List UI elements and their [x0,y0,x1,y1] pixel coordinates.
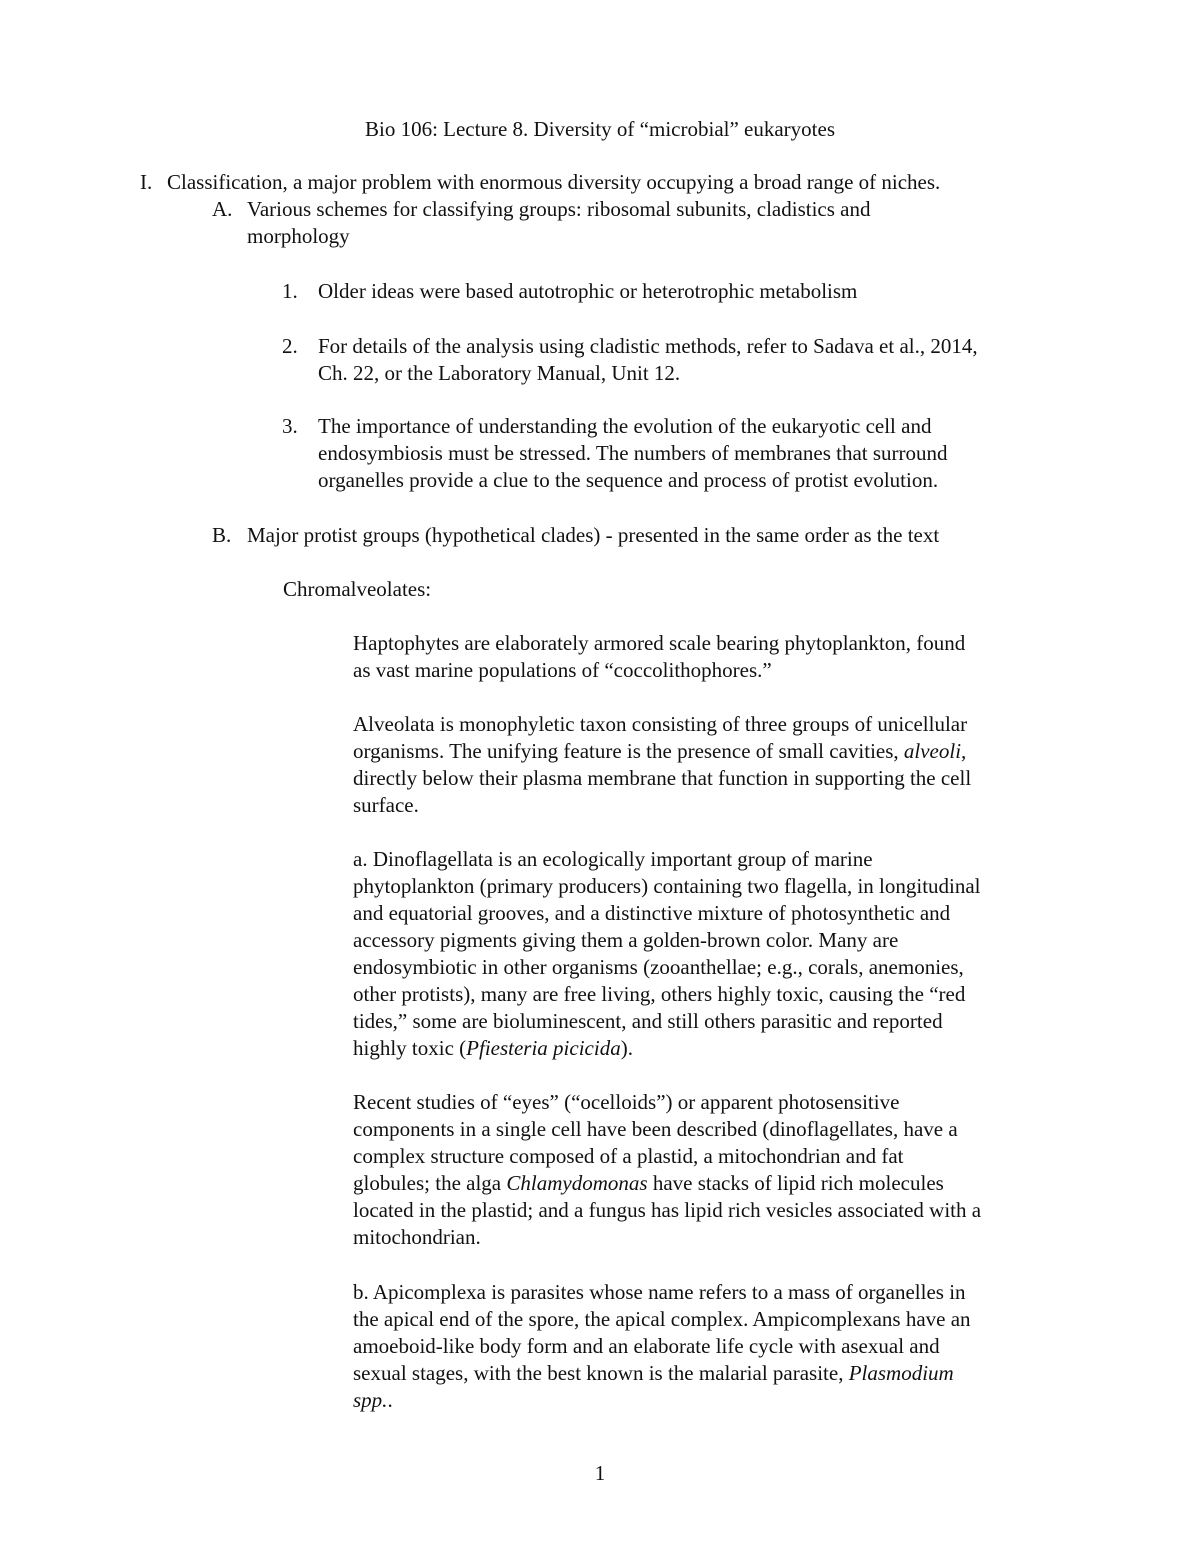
alveolata-line2-text: organisms. The unifying feature is the presence of small cavities, [353,739,904,763]
item-3-line2: endosymbiosis must be stressed. The numbers of membranes that surround [318,441,948,465]
apicomplexa-line2: the apical end of the spore, the apical complex. Ampicomplexans have an [353,1307,971,1331]
section-A-line2: morphology [247,224,350,248]
eyes-line4-pre: globules; the alga [353,1171,507,1195]
dinoflagellata-line2: phytoplankton (primary producers) containing two flagella, in longitudinal [353,874,981,898]
section-A-line1: Various schemes for classifying groups: ribosomal subunits, cladistics and [247,197,871,221]
eyes-line4-post: have stacks of lipid rich molecules [647,1171,944,1195]
dinoflagellata-line8-pre: highly toxic ( [353,1036,467,1060]
spp-term: spp. [353,1388,388,1412]
apicomplexa-line1: b. Apicomplexa is parasites whose name refers to a mass of organelles in [353,1280,966,1304]
item-2-marker: 2. [282,334,298,358]
apicomplexa-line5-post: . [387,1388,393,1412]
item-1-marker: 1. [282,279,298,303]
eyes-line2: components in a single cell have been described (dinoflagellates, have a [353,1117,958,1141]
item-1-line1: Older ideas were based autotrophic or heterotrophic metabolism [318,279,858,303]
dinoflagellata-line8 [353,1035,633,1062]
item-2-line2: Ch. 22, or the Laboratory Manual, Unit 12. [318,361,681,385]
alveoli-term: alveoli, [903,739,967,763]
dinoflagellata-line4: accessory pigments giving them a golden-brown color. Many are [353,928,899,952]
apicomplexa-line3: amoeboid-like body form and an elaborate life cycle with asexual and [353,1334,940,1358]
eyes-line4 [353,1170,944,1197]
dinoflagellata-line8-post: ). [620,1036,633,1060]
eyes-line5: located in the plastid; and a fungus has lipid rich vesicles associated with a [353,1198,982,1222]
section-I-text: Classification, a major problem with enormous diversity occupying a broad range of niches. [167,170,941,194]
section-B-marker: B. [212,523,232,547]
section-I-marker: I. [140,170,153,194]
alveolata-line2 [353,738,966,765]
section-B-text: Major protist groups (hypothetical clades) - presented in the same order as the text [247,523,940,547]
chlamydomonas-term: Chlamydomonas [506,1171,648,1195]
apicomplexa-line4-pre: sexual stages, with the best known is the malarial parasite, [353,1361,849,1385]
alveolata-line1: Alveolata is monophyletic taxon consisting of three groups of unicellular [353,712,968,736]
section-A-marker: A. [212,197,233,221]
apicomplexa-line4 [353,1360,954,1387]
pfiesteria-term: Pfiesteria picicida [466,1036,621,1060]
haptophytes-line1: Haptophytes are elaborately armored scale bearing phytoplankton, found [353,631,966,655]
alveolata-line4: surface. [353,793,419,817]
dinoflagellata-line7: tides,” some are bioluminescent, and still others parasitic and reported [353,1009,943,1033]
dinoflagellata-line6: other protists), many are free living, others highly toxic, causing the “red [353,982,966,1006]
plasmodium-term: Plasmodium [848,1361,954,1385]
eyes-line1: Recent studies of “eyes” (“ocelloids”) or apparent photosensitive [353,1090,900,1114]
item-2-line1: For details of the analysis using cladistic methods, refer to Sadava et al., 2014, [318,334,978,358]
haptophytes-line2: as vast marine populations of “coccolithophores.” [353,658,772,682]
page-title: Bio 106: Lecture 8. Diversity of “microbial” eukaryotes [364,117,836,141]
item-3-line1: The importance of understanding the evolution of the eukaryotic cell and [318,414,932,438]
apicomplexa-line5 [353,1387,393,1414]
eyes-line6: mitochondrian. [353,1225,481,1249]
alveolata-line3: directly below their plasma membrane that function in supporting the cell [353,766,972,790]
item-3-line3: organelles provide a clue to the sequence and process of protist evolution. [318,468,939,492]
item-3-marker: 3. [282,414,298,438]
dinoflagellata-line1: a. Dinoflagellata is an ecologically important group of marine [353,847,873,871]
page-number: 1 [594,1461,606,1485]
dinoflagellata-line3: and equatorial grooves, and a distinctive mixture of photosynthetic and [353,901,951,925]
dinoflagellata-line5: endosymbiotic in other organisms (zooanthellae; e.g., corals, anemonies, [353,955,964,979]
chromalveolates-heading: Chromalveolates: [283,577,432,601]
eyes-line3: complex structure composed of a plastid, a mitochondrian and fat [353,1144,904,1168]
